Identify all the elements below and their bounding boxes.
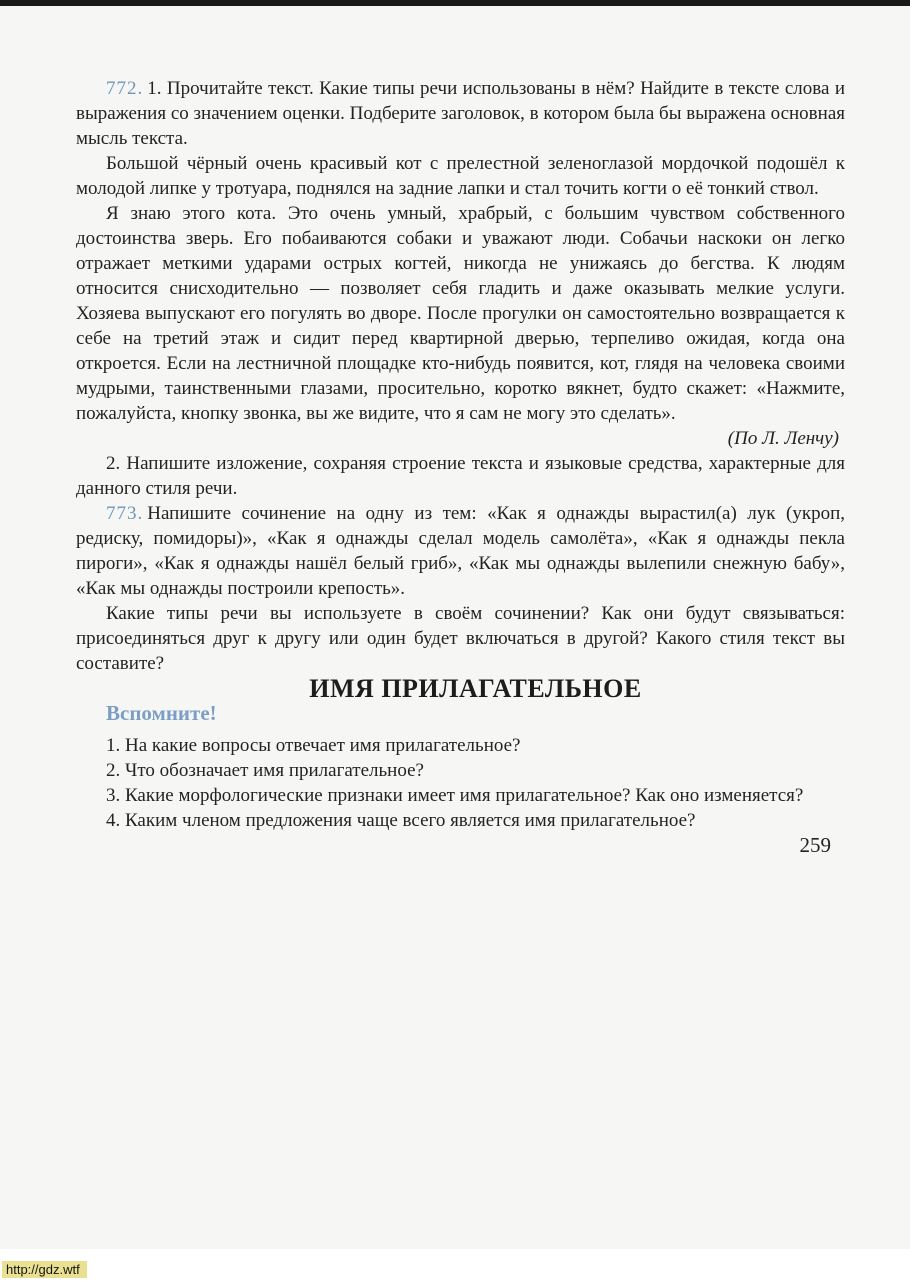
author-attribution: (По Л. Ленчу) bbox=[727, 428, 839, 449]
exercise-773-text bbox=[76, 501, 845, 601]
exercise-773-follow-up: Какие типы речи вы используете в своём сочинении? Как они будут связываться: присоединяться друг к другу или один будет включаться в другой? Какого стиля текст вы составите? bbox=[76, 603, 845, 674]
exercise-773-number: 773. bbox=[106, 503, 144, 524]
section-heading: ИМЯ ПРИЛАГАТЕЛЬНОЕ bbox=[309, 674, 642, 703]
remember-question-1: 1. На какие вопросы отвечает имя прилагательное? bbox=[106, 735, 521, 756]
remember-question-3: 3. Какие морфологические признаки имеет имя прилагательное? Как оно изменяется? bbox=[106, 785, 804, 806]
watermark-url: http://gdz.wtf bbox=[2, 1261, 87, 1278]
exercise-772-text-paragraph-2: Я знаю этого кота. Это очень умный, храбрый, с большим чувством собственного достоинства зверь. Его побаиваются собаки и уважают люди. Собачьи наскоки он легко отражает меткими ударами острых когтей, никогда не унижаясь до бегства. К людям относится снисходительно — позволяет себя гладить и даже оказывать мелкие услуги. Хозяева выпускают его погулять во дворе. После прогулки он самостоятельно возвращается к себе на третий этаж и сидит перед квартирной дверью, терпеливо ожидая, когда она откроется. Если на лестничной площадке кто-нибудь появится, кот, глядя на человека своими мудрыми, таинственными глазами, просительно, коротко вякнет, будто скажет: «Нажмите, пожалуйста, кнопку звонка, вы же видите, что я сам не могу это сделать». bbox=[76, 203, 845, 424]
remember-question-2: 2. Что обозначает имя прилагательное? bbox=[106, 760, 424, 781]
exercise-772-intro-text: 1. Прочитайте текст. Какие типы речи использованы в нём? Найдите в тексте слова и выражения со значением оценки. Подберите заголовок, в котором была бы выражена основная мысль текста. bbox=[76, 78, 845, 149]
exercise-772-part2: 2. Напишите изложение, сохраняя строение текста и языковые средства, характерные для данного стиля речи. bbox=[76, 453, 845, 499]
exercise-772-intro bbox=[76, 76, 845, 151]
exercise-772-text-paragraph-1: Большой чёрный очень красивый кот с прелестной зеленоглазой мордочкой подошёл к молодой липке у тротуара, поднялся на задние лапки и стал точить когти о её тонкий ствол. bbox=[76, 153, 845, 199]
page-content bbox=[0, 6, 910, 858]
exercise-772-number: 772. bbox=[106, 78, 144, 99]
textbook-page-scan bbox=[0, 6, 910, 1249]
exercise-773-text-body: Напишите сочинение на одну из тем: «Как я однажды вырастил(а) лук (укроп, редиску, помидоры)», «Как я однажды сделал модель самолёта», «Как я однажды пекла пироги», «Как я однажды нашёл белый гриб», «Как мы однажды вылепили снежную бабу», «Как мы однажды построили крепость». bbox=[76, 503, 845, 599]
bottom-white-strip bbox=[0, 1249, 910, 1281]
remember-label: Вспомните! bbox=[106, 701, 217, 725]
remember-question-4: 4. Каким членом предложения чаще всего является имя прилагательное? bbox=[106, 810, 696, 831]
remember-questions-list bbox=[76, 733, 845, 833]
page-number: 259 bbox=[799, 833, 831, 857]
